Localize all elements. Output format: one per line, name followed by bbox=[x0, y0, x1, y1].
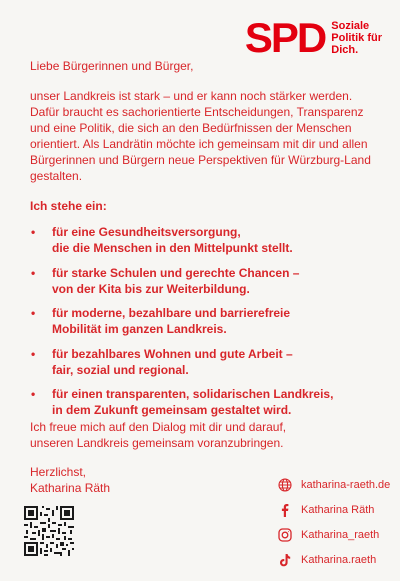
commitment-line: Mobilität im ganzen Landkreis. bbox=[52, 322, 227, 336]
bullet-dot-icon: • bbox=[31, 306, 36, 320]
logo-wordmark: SPD bbox=[244, 14, 326, 61]
commitment-line: für moderne, bezahlbare und barrierefreie bbox=[52, 306, 291, 320]
bullet-dot-icon: • bbox=[31, 225, 36, 239]
commitment-line: für einen transparenten, solidarischen Landkreis, bbox=[52, 387, 334, 401]
commitment-item bbox=[28, 305, 388, 337]
spd-logo bbox=[244, 14, 382, 61]
greeting: Liebe Bürgerinnen und Bürger, bbox=[30, 59, 194, 73]
commitment-item bbox=[28, 265, 388, 297]
social-label: Katharina_raeth bbox=[301, 529, 380, 541]
instagram-icon bbox=[278, 528, 292, 542]
signer-name: Katharina Räth bbox=[30, 481, 111, 495]
logo-tagline-line: Soziale bbox=[331, 20, 370, 32]
bullet-dot-icon: • bbox=[31, 265, 36, 280]
commitment-line: für bezahlbares Wohnen und gute Arbeit – bbox=[52, 346, 293, 361]
commitment-item bbox=[28, 224, 388, 256]
intro-line: unser Landkreis ist stark – und er kann noch stärker werden. bbox=[30, 89, 353, 103]
social-link-tiktok[interactable] bbox=[278, 553, 393, 567]
social-label: Katharina Räth bbox=[301, 504, 375, 516]
outro-line: Ich freue mich auf den Dialog mit dir und darauf, bbox=[30, 420, 287, 434]
commitments-list bbox=[28, 224, 388, 427]
globe-icon bbox=[278, 478, 292, 492]
commitment-line: fair, sozial und regional. bbox=[52, 362, 189, 377]
tiktok-icon bbox=[278, 553, 292, 567]
logo-tagline bbox=[331, 20, 382, 56]
commitment-line: in dem Zukunft gemeinsam gestaltet wird. bbox=[52, 403, 292, 417]
commitment-line: für eine Gesundheitsversorgung, bbox=[52, 225, 241, 239]
intro-line: Bürgerinnen und Bürgern neue Perspektiven für Würzburg-Land bbox=[30, 153, 371, 167]
bullet-dot-icon: • bbox=[31, 346, 36, 361]
logo-tagline-line: Dich. bbox=[331, 44, 359, 56]
social-link-facebook[interactable] bbox=[278, 503, 393, 517]
commitment-item bbox=[28, 346, 388, 378]
intro-line: gestalten. bbox=[30, 169, 83, 183]
commitment-item bbox=[28, 386, 388, 418]
outro-paragraph bbox=[30, 419, 382, 451]
social-label: Katharina.raeth bbox=[301, 554, 377, 566]
facebook-icon bbox=[278, 503, 292, 517]
intro-line: und eine Politik, die sich an den Bedürfnissen der Menschen bbox=[30, 121, 352, 135]
intro-line: orientiert. Als Landrätin möchte ich gemeinsam mit dir und allen bbox=[30, 137, 368, 151]
commitment-line: die die Menschen in den Mittelpunkt stellt. bbox=[52, 241, 293, 255]
commitment-line: für starke Schulen und gerechte Chancen – bbox=[52, 265, 300, 280]
intro-line: Dafür braucht es sachorientierte Entscheidungen, Transparenz bbox=[30, 105, 364, 119]
social-link-instagram[interactable] bbox=[278, 528, 393, 542]
bullet-dot-icon: • bbox=[31, 387, 36, 401]
intro-paragraph bbox=[30, 88, 382, 184]
qr-code-icon[interactable] bbox=[24, 506, 74, 556]
logo-tagline-line: Politik für bbox=[331, 32, 382, 44]
closing: Herzlichst, bbox=[30, 465, 87, 479]
social-label: katharina-raeth.de bbox=[301, 479, 391, 491]
outro-line: unseren Landkreis gemeinsam voranzubringen. bbox=[30, 436, 284, 450]
social-link-website[interactable] bbox=[278, 478, 393, 492]
commitment-line: von der Kita bis zur Weiterbildung. bbox=[52, 281, 250, 296]
commitments-heading: Ich stehe ein: bbox=[30, 199, 107, 213]
social-links bbox=[278, 478, 393, 578]
